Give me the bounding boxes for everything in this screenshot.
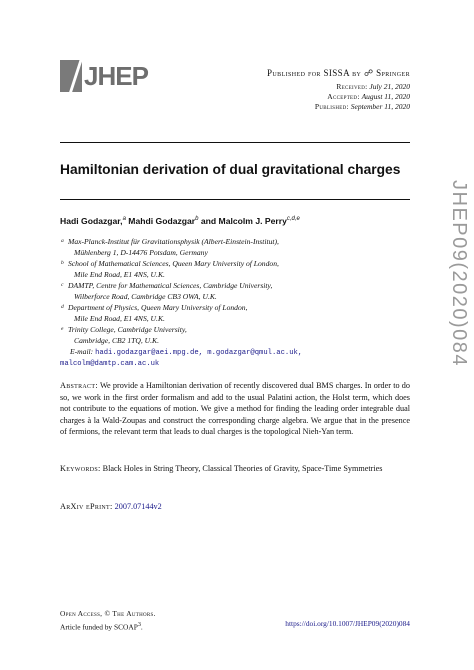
affiliation-a: a Max-Planck-Institut für Gravitationsphysik (Albert-Einstein-Institut), Mühlenberg 1, D-14476 Potsdam, Germany: [61, 237, 279, 257]
publisher-name: Springer: [376, 68, 410, 78]
title-bottom-rule: [60, 199, 410, 200]
author-2: Mahdi Godazgar$^b$: [128, 216, 199, 226]
keywords-label: Keywords:: [60, 464, 101, 473]
publisher-line: [180, 68, 410, 79]
affiliations: [60, 237, 390, 369]
publication-dates: [240, 82, 410, 112]
affiliation-c: c DAMTP, Centre for Mathematical Sciences, Cambridge University, Wilberforce Road, Cambridge CB3 OWA, U.K.: [61, 281, 273, 301]
keywords-text: Black Holes in String Theory, Classical Theories of Gravity, Space-Time Symmetries: [102, 464, 383, 473]
author-list: [60, 216, 410, 226]
arxiv-link[interactable]: 2007.07144v2: [114, 502, 162, 511]
email-block: [60, 347, 390, 369]
side-identifier-text: JHEP09(2020)084: [448, 180, 470, 368]
email-link-2[interactable]: malcolm@damtp.cam.ac.uk: [60, 359, 160, 368]
paper-title: Hamiltonian derivation of dual gravitational charges: [60, 162, 401, 177]
doi-link[interactable]: https://doi.org/10.1007/JHEP09(2020)084: [285, 619, 410, 628]
affiliation-e: e Trinity College, Cambridge University, Cambridge, CB2 1TQ, U.K.: [61, 325, 187, 345]
affiliation-d: d Department of Physics, Queen Mary University of London, Mile End Road, E1 4NS, U.K.: [61, 303, 248, 323]
abstract-label: Abstract:: [60, 381, 98, 390]
logo-text: JHEP: [84, 61, 148, 91]
title-top-rule: [60, 142, 410, 143]
jhep-logo: [60, 60, 148, 92]
open-access-line: Open Access, © The Authors.: [60, 609, 156, 618]
received-date: Received: July 21, 2020: [336, 82, 410, 91]
arxiv-label: ArXiv ePrint:: [60, 502, 113, 511]
funding-line: Article funded by SCOAP$^3$.: [60, 621, 143, 631]
affiliation-b: b School of Mathematical Sciences, Queen Mary University of London, Mile End Road, E1 4NS, U.K.: [61, 259, 279, 279]
arxiv-eprint: [60, 502, 410, 511]
footer: [60, 609, 410, 632]
abstract: [60, 380, 410, 438]
accepted-date: Accepted: August 11, 2020: [327, 92, 410, 101]
email-link-1[interactable]: hadi.godazgar@aei.mpg.de, m.godazgar@qmul.ac.uk,: [95, 349, 303, 357]
email-label: E-mail:: [70, 347, 94, 356]
author-3: and Malcolm J. Perry$^{c,d,e}$: [200, 216, 300, 226]
published-date: Published: September 11, 2020: [314, 102, 410, 111]
author-1: Hadi Godazgar,$^a$: [60, 216, 126, 226]
side-identifier: [418, 180, 474, 590]
abstract-text: We provide a Hamiltonian derivation of recently discovered dual BMS charges. In order to do so, we work in the first order formalism and add to the usual Palatini action, the Holst term, which does not contribute to the equations of motion. We give a method for finding the leading order integrable dual charges à la Wald-Zoupas and construct the corresponding charge algebra. We argue that in the presence of fermions, the relevant term that leads to dual charges is the topological Nieh-Yan term.: [60, 381, 410, 437]
keywords: [60, 463, 410, 475]
springer-icon: ☍: [363, 68, 374, 78]
published-by: Published for SISSA by: [267, 68, 362, 78]
